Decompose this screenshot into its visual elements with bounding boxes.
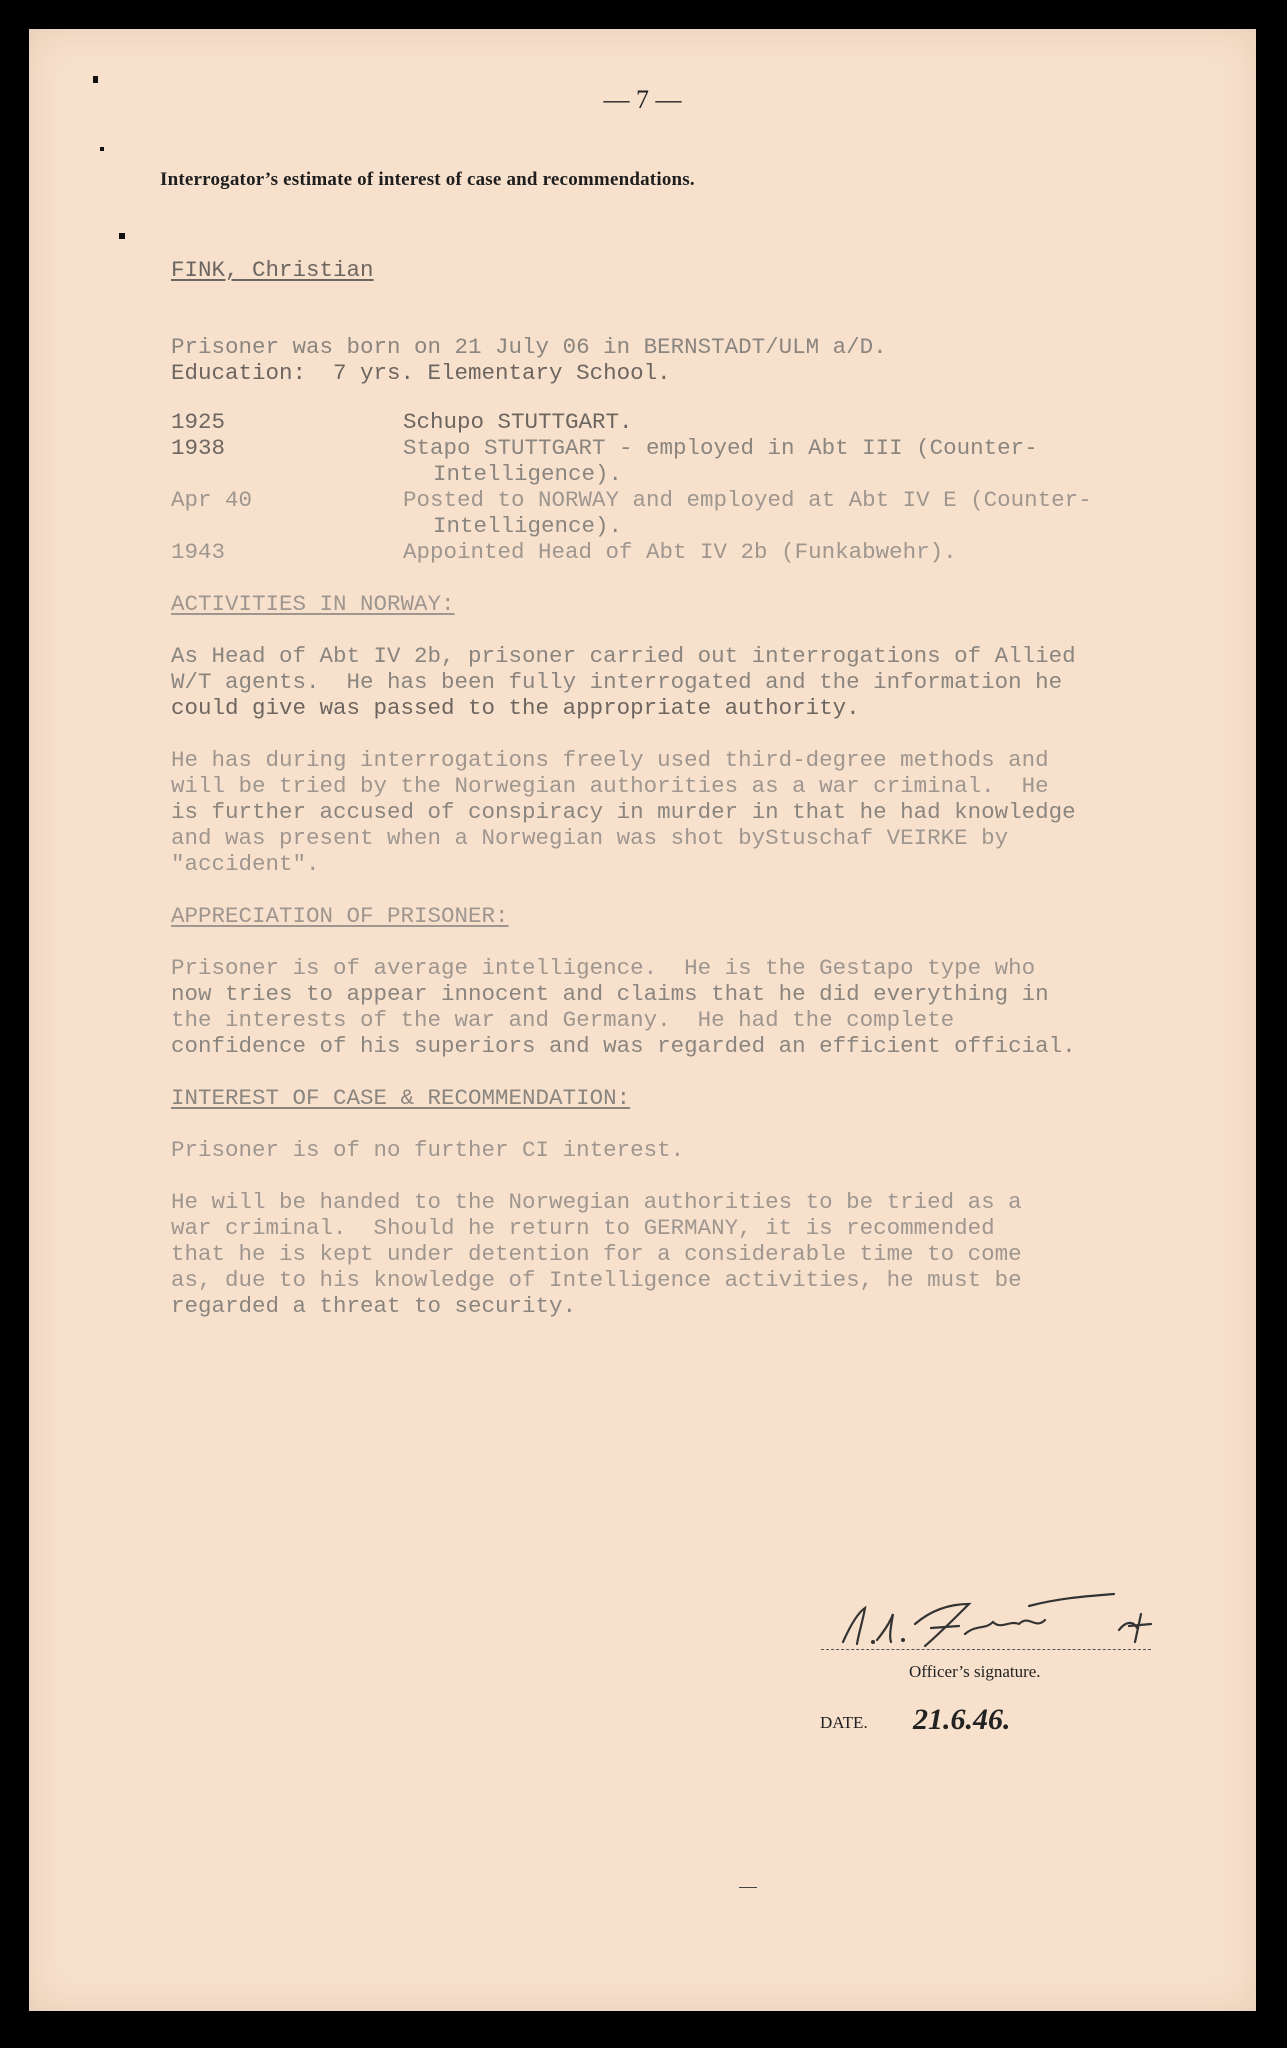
text-line: that he is kept under detention for a considerable time to come [171,1241,1022,1267]
form-heading: Interrogator’s estimate of interest of case and recommendations. [160,169,695,190]
text-line: regarded a threat to security. [171,1293,577,1319]
text-line: now tries to appear innocent and claims that he did everything in [171,981,1049,1007]
career-date: Apr 40 [171,487,253,513]
text-line: will be tried by the Norwegian authorities as a war criminal. He [171,773,1049,799]
bottom-tick-mark [739,1887,757,1888]
text-line: As Head of Abt IV 2b, prisoner carried out interrogations of Allied [171,643,1076,669]
career-date: 1925 [171,409,226,435]
career-text: Posted to NORWAY and employed at Abt IV E (Counter- [403,487,1092,513]
birth-line: Prisoner was born on 21 July 06 in BERNSTADT/ULM a/D. [171,334,887,360]
subject-name: FINK, Christian [171,257,374,283]
text-line: and was present when a Norwegian was shot byStuschaf VEIRKE by [171,825,1009,851]
section-title-appreciation: APPRECIATION OF PRISONER: [171,903,509,929]
text-line: as, due to his knowledge of Intelligence activities, he must be [171,1267,1022,1293]
margin-mark [119,233,125,239]
margin-mark [100,147,104,151]
signature-line [821,1649,1151,1650]
handwritten-date: 21.6.46. [913,1703,1011,1736]
date-label: DATE. [820,1713,868,1732]
text-line: confidence of his superiors and was regarded an efficient official. [171,1033,1076,1059]
career-date: 1938 [171,435,226,461]
section-title-interest: INTEREST OF CASE & RECOMMENDATION: [171,1085,631,1111]
career-text: Schupo STUTTGART. [403,409,633,435]
education-line: Education: 7 yrs. Elementary School. [171,360,671,386]
text-line: He has during interrogations freely used third-degree methods and [171,747,1049,773]
margin-mark [93,76,98,83]
interest-paragraph-1: Prisoner is of no further CI interest. [171,1137,685,1163]
career-text-continued: Intelligence). [433,461,623,487]
text-line: Prisoner is of average intelligence. He is the Gestapo type who [171,955,1036,981]
text-line: the interests of the war and Germany. He had the complete [171,1007,955,1033]
career-text: Stapo STUTTGART - employed in Abt III (Counter- [403,435,1038,461]
text-line: "accident". [171,851,320,877]
signature-label: Officer’s signature. [909,1662,1041,1681]
document-page [29,29,1256,2011]
career-date: 1943 [171,539,226,565]
text-line: W/T agents. He has been fully interrogated and the information he [171,669,1063,695]
section-title-activities: ACTIVITIES IN NORWAY: [171,591,455,617]
text-line: could give was passed to the appropriate authority. [171,695,860,721]
page-number: — 7 — [603,85,682,114]
career-text-continued: Intelligence). [433,513,623,539]
career-text: Appointed Head of Abt IV 2b (Funkabwehr). [403,539,957,565]
text-line: is further accused of conspiracy in murder in that he had knowledge [171,799,1076,825]
handwritten-signature [829,1584,1189,1654]
text-line: war criminal. Should he return to GERMANY, it is recommended [171,1215,995,1241]
text-line: He will be handed to the Norwegian authorities to be tried as a [171,1189,1022,1215]
